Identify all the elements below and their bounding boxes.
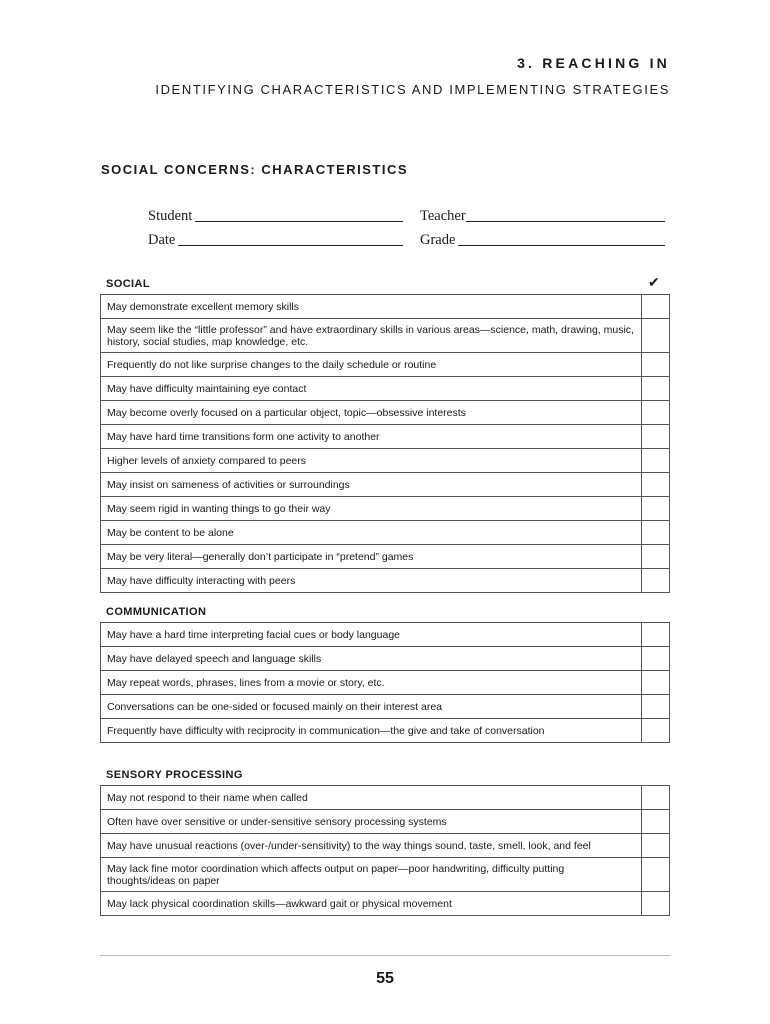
item-text: Higher levels of anxiety compared to peers	[101, 449, 642, 473]
item-text: May have delayed speech and language skills	[101, 647, 642, 671]
checkbox[interactable]	[642, 647, 670, 671]
table-row	[101, 449, 670, 473]
item-text: May lack fine motor coordination which affects output on paper—poor handwriting, difficulty putting thoughts/ideas on paper	[101, 858, 642, 892]
checkbox[interactable]	[642, 295, 670, 319]
item-text: May have unusual reactions (over-/under-sensitivity) to the way things sound, taste, smell, look, and feel	[101, 834, 642, 858]
checkbox[interactable]	[642, 719, 670, 743]
table-row	[101, 401, 670, 425]
item-text: May be content to be alone	[101, 521, 642, 545]
table-row	[101, 545, 670, 569]
grade-label: Grade	[420, 232, 456, 248]
chapter-subtitle: IDENTIFYING CHARACTERISTICS AND IMPLEMENTING STRATEGIES	[155, 82, 670, 97]
sensory-table	[100, 785, 670, 916]
table-row	[101, 719, 670, 743]
item-text: May be very literal—generally don’t participate in “pretend” games	[101, 545, 642, 569]
student-field[interactable]	[148, 208, 403, 225]
section-title-social: SOCIAL	[106, 278, 150, 290]
checkbox[interactable]	[642, 377, 670, 401]
footer-divider	[100, 955, 670, 956]
grade-field[interactable]	[420, 232, 665, 249]
section-title-sensory-processing: SENSORY PROCESSING	[106, 769, 243, 781]
date-field[interactable]	[148, 232, 403, 249]
social-table	[100, 294, 670, 593]
item-text: May have a hard time interpreting facial cues or body language	[101, 623, 642, 647]
table-row	[101, 569, 670, 593]
checkbox[interactable]	[642, 449, 670, 473]
teacher-label: Teacher	[420, 208, 466, 224]
item-text: May have difficulty maintaining eye contact	[101, 377, 642, 401]
item-text: May insist on sameness of activities or surroundings	[101, 473, 642, 497]
checkbox[interactable]	[642, 473, 670, 497]
table-row	[101, 671, 670, 695]
item-text: May lack physical coordination skills—awkward gait or physical movement	[101, 892, 642, 916]
student-line	[195, 220, 403, 222]
table-row	[101, 353, 670, 377]
checkbox[interactable]	[642, 695, 670, 719]
table-row	[101, 892, 670, 916]
checkbox[interactable]	[642, 401, 670, 425]
item-text: Frequently have difficulty with reciprocity in communication—the give and take of conversation	[101, 719, 642, 743]
checkbox[interactable]	[642, 545, 670, 569]
checkbox[interactable]	[642, 497, 670, 521]
page-number: 55	[376, 970, 394, 987]
checkbox[interactable]	[642, 521, 670, 545]
item-text: May seem like the “little professor” and have extraordinary skills in various areas—science, math, drawing, music, history, social studies, map knowledge, etc.	[101, 319, 642, 353]
item-text: May become overly focused on a particular object, topic—obsessive interests	[101, 401, 642, 425]
checkbox[interactable]	[642, 892, 670, 916]
item-text: May seem rigid in wanting things to go their way	[101, 497, 642, 521]
table-row	[101, 295, 670, 319]
table-row	[101, 810, 670, 834]
item-text: Conversations can be one-sided or focused mainly on their interest area	[101, 695, 642, 719]
table-row	[101, 623, 670, 647]
table-row	[101, 834, 670, 858]
checkbox[interactable]	[642, 810, 670, 834]
checkbox[interactable]	[642, 786, 670, 810]
table-row	[101, 377, 670, 401]
checkbox[interactable]	[642, 834, 670, 858]
table-row	[101, 425, 670, 449]
table-row	[101, 521, 670, 545]
date-label: Date	[148, 232, 176, 248]
table-row	[101, 786, 670, 810]
date-line	[178, 244, 403, 246]
grade-line	[458, 244, 665, 246]
item-text: May have difficulty interacting with peers	[101, 569, 642, 593]
checkbox[interactable]	[642, 425, 670, 449]
table-row	[101, 319, 670, 353]
student-label: Student	[148, 208, 193, 224]
checkbox[interactable]	[642, 858, 670, 892]
item-text: Often have over sensitive or under-sensitive sensory processing systems	[101, 810, 642, 834]
checkbox[interactable]	[642, 319, 670, 353]
item-text: Frequently do not like surprise changes to the daily schedule or routine	[101, 353, 642, 377]
table-row	[101, 497, 670, 521]
item-text: May demonstrate excellent memory skills	[101, 295, 642, 319]
item-text: May repeat words, phrases, lines from a movie or story, etc.	[101, 671, 642, 695]
chapter-title: 3. REACHING IN	[517, 55, 670, 71]
table-row	[101, 695, 670, 719]
section-title-communication: COMMUNICATION	[106, 606, 207, 618]
item-text: May have hard time transitions form one activity to another	[101, 425, 642, 449]
teacher-field[interactable]	[420, 208, 665, 225]
table-row	[101, 647, 670, 671]
checkbox[interactable]	[642, 353, 670, 377]
table-row	[101, 473, 670, 497]
checkbox[interactable]	[642, 623, 670, 647]
checkbox[interactable]	[642, 569, 670, 593]
check-column-icon: ✔	[648, 274, 660, 290]
communication-table	[100, 622, 670, 743]
item-text: May not respond to their name when called	[101, 786, 642, 810]
checkbox[interactable]	[642, 671, 670, 695]
teacher-line	[466, 220, 665, 222]
page-heading: SOCIAL CONCERNS: CHARACTERISTICS	[101, 162, 409, 177]
table-row	[101, 858, 670, 892]
